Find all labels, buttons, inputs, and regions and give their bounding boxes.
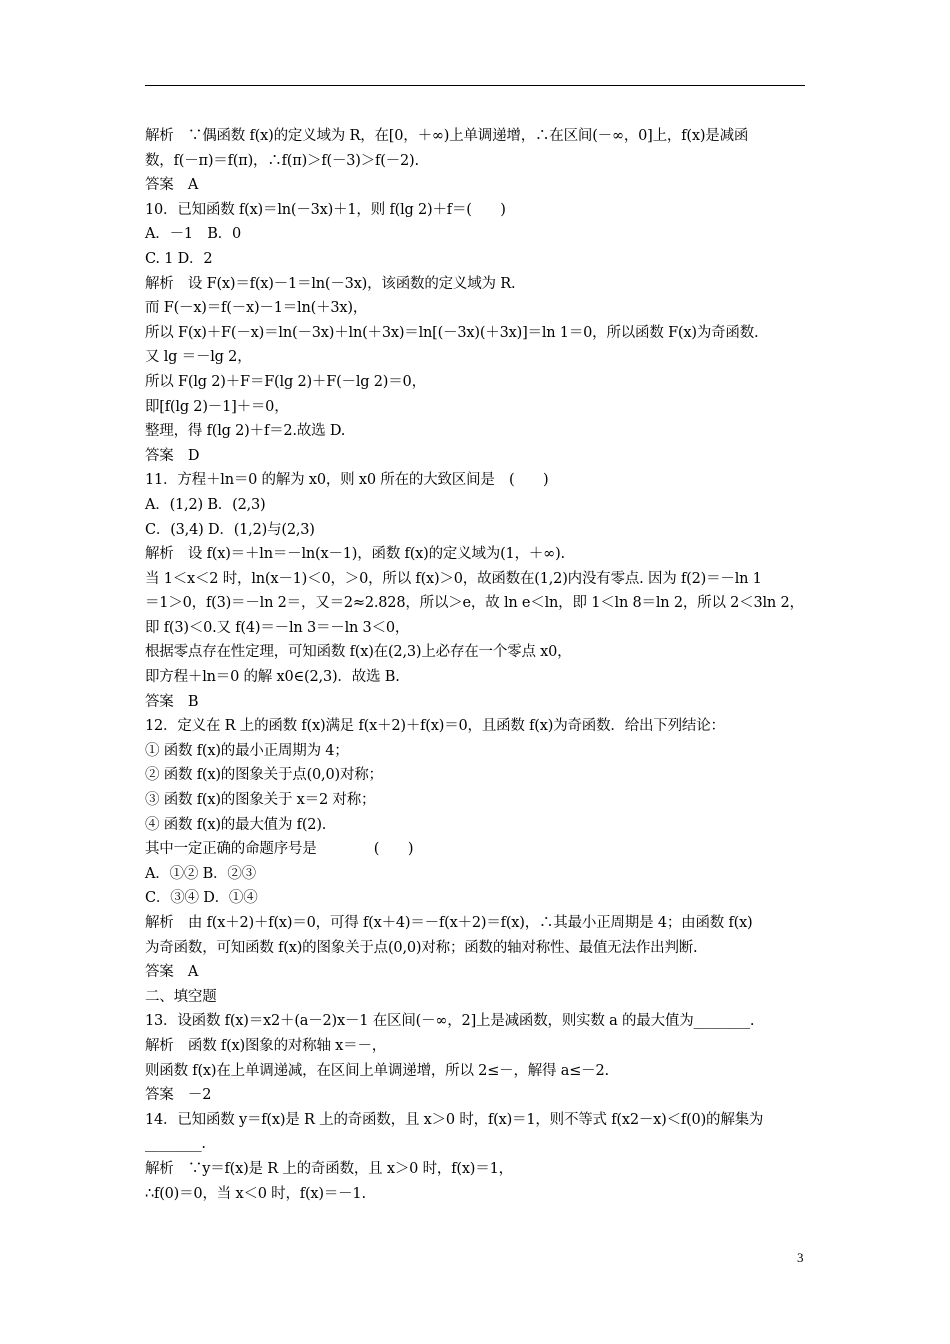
text-line: 答案 A	[145, 177, 199, 194]
text-line: 答案 B	[145, 693, 199, 710]
text-line: 解析 设 F(x)＝f(x)－1＝ln(－3x)，该函数的定义域为 R.	[145, 275, 516, 292]
text-line: 解析 ∵偶函数 f(x)的定义域为 R，在[0，＋∞)上单调递增，∴在区间(－∞，0]上，f(x)是减函	[145, 128, 749, 144]
text-line: 答案 D	[145, 447, 200, 464]
text-line: 所以 F(lg 2)＋F＝F(lg 2)＋F(－lg 2)＝0，	[145, 373, 426, 390]
text-line: 又 lg ＝－lg 2，	[145, 349, 252, 366]
text-line: 其中一定正确的命题序号是 ( )	[145, 841, 414, 858]
text-line: 解析 由 f(x＋2)＋f(x)＝0，可得 f(x＋4)＝－f(x＋2)＝f(x)，∴其最小正周期是 4；由函数 f(x)	[145, 915, 753, 931]
text-line: ④ 函数 f(x)的最大值为 f(2).	[145, 816, 327, 833]
text-line: 解析 ∵y＝f(x)是 R 上的奇函数，且 x＞0 时，f(x)＝1，	[145, 1160, 513, 1177]
text-line: 10．已知函数 f(x)＝ln(－3x)＋1，则 f(lg 2)＋f＝( )	[145, 201, 506, 218]
text-line: 为奇函数，可知函数 f(x)的图象关于点(0,0)对称；函数的轴对称性、最值无法作出判断.	[145, 939, 698, 956]
text-line: 整理，得 f(lg 2)＋f＝2.故选 D.	[145, 423, 346, 440]
text-line: 而 F(－x)＝f(－x)－1＝ln(＋3x)，	[145, 300, 368, 317]
text-line: C．③④ D．①④	[145, 890, 258, 907]
text-line: 数，f(－π)＝f(π)，∴f(π)＞f(－3)＞f(－2).	[145, 152, 419, 169]
text-line: 12．定义在 R 上的函数 f(x)满足 f(x＋2)＋f(x)＝0，且函数 f(x)为奇函数．给出下列结论：	[145, 718, 725, 735]
text-line: ① 函数 f(x)的最小正周期为 4；	[145, 742, 349, 759]
text-line: 答案 A	[145, 964, 199, 981]
text-line: 则函数 f(x)在上单调递减，在区间上单调递增，所以 2≤－，解得 a≤－2.	[145, 1062, 609, 1079]
page-number: 3	[797, 1250, 804, 1265]
header-rule	[145, 85, 805, 86]
text-line: 即 f(3)＜0.又 f(4)＝－ln 3＝－ln 3＜0，	[145, 619, 410, 636]
text-line: 二、填空题	[145, 988, 217, 1005]
text-line: 即方程＋ln＝0 的解 x0∈(2,3)．故选 B.	[145, 669, 400, 686]
text-line: ∴f(0)＝0，当 x＜0 时，f(x)＝－1.	[145, 1185, 366, 1202]
text-line: 答案 －2	[145, 1087, 212, 1104]
text-line: 解析 设 f(x)＝＋ln＝－ln(x－1)，函数 f(x)的定义域为(1，＋∞).	[145, 546, 565, 563]
text-line: A．(1,2) B．(2,3)	[145, 496, 266, 513]
text-line: 11．方程＋ln＝0 的解为 x0，则 x0 所在的大致区间是 ( )	[145, 472, 549, 489]
text-line: 13．设函数 f(x)＝x2＋(a－2)x－1 在区间(－∞，2]上是减函数，则实数 a 的最大值为________.	[145, 1013, 755, 1030]
text-line: 根据零点存在性定理，可知函数 f(x)在(2,3)上必存在一个零点 x0，	[145, 644, 572, 661]
text-line: A．－1 B．0	[145, 226, 241, 243]
text-line: ＝1＞0，f(3)＝－ln 2＝，又＝2≈2.828，所以＞e，故 ln e＜ln，即 1＜ln 8＝ln 2，所以 2＜3ln 2，	[145, 595, 804, 612]
text-line: 即[f(lg 2)－1]＋＝0，	[145, 398, 289, 415]
text-line: 解析 函数 f(x)图象的对称轴 x＝－，	[145, 1037, 387, 1054]
document-body	[145, 124, 810, 1206]
text-line: 所以 F(x)＋F(－x)＝ln(－3x)＋ln(＋3x)＝ln[(－3x)(＋3x)]＝ln 1＝0，所以函数 F(x)为奇函数.	[145, 324, 759, 341]
text-line: 14．已知函数 y＝f(x)是 R 上的奇函数，且 x＞0 时，f(x)＝1，则不等式 f(x2－x)＜f(0)的解集为	[145, 1111, 764, 1128]
text-line: 当 1＜x＜2 时，ln(x－1)＜0，＞0，所以 f(x)＞0，故函数在(1,2)内没有零点. 因为 f(2)＝－ln 1	[145, 570, 762, 587]
text-line: ________.	[145, 1136, 206, 1153]
text-line: ② 函数 f(x)的图象关于点(0,0)对称；	[145, 767, 383, 784]
text-line: C. 1 D．2	[145, 250, 213, 267]
text-line: ③ 函数 f(x)的图象关于 x＝2 对称；	[145, 792, 376, 809]
text-line: C．(3,4) D．(1,2)与(2,3)	[145, 521, 315, 538]
text-line: A．①② B．②③	[145, 865, 256, 882]
